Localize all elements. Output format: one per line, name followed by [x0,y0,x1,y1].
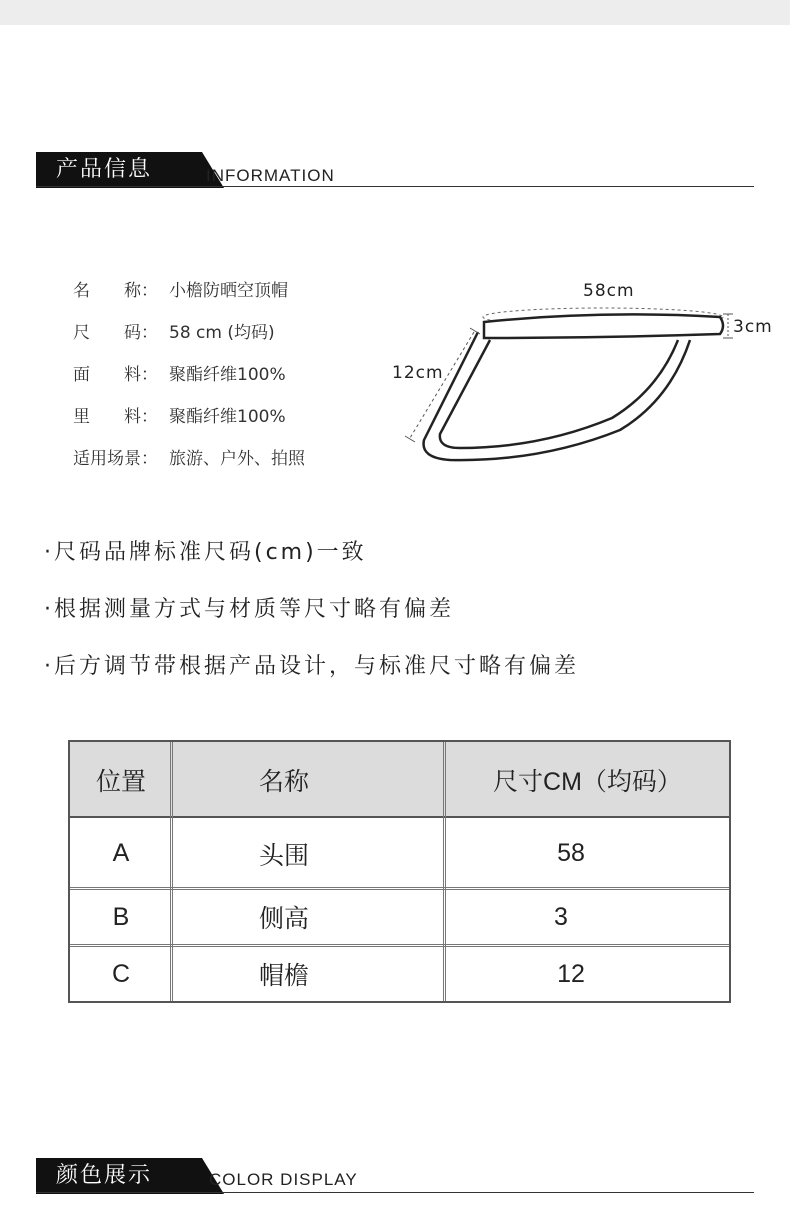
information-title-cn: 产品信息 [36,152,188,188]
table-cell-name: 头围 [258,841,309,870]
table-cell-size: 12 [557,959,585,988]
header-rule [36,186,754,187]
size-notes [44,535,744,706]
circumference-label: 58cm [583,281,635,301]
brim-label: 12cm [392,363,444,383]
table-cell-position: B [112,902,130,931]
info-value: 聚酯纤维100% [169,407,286,427]
hat-band [484,314,723,338]
table-cell-size: 58 [557,839,585,867]
header-size: 尺寸CM（均码） [493,768,682,796]
info-row-lining [73,402,393,444]
info-label: 名 称： [73,281,158,301]
table-cell-name: 帽檐 [258,962,309,990]
visor-hat-diagram [390,270,790,470]
info-row-scene [73,444,393,486]
table-cell-position: A [112,839,130,867]
note-item: ·根据测量方式与材质等尺寸略有偏差 [44,597,454,622]
note-item: ·后方调节带根据产品设计，与标准尺寸略有偏差 [44,654,579,679]
header-position: 位置 [95,768,146,796]
info-value: 聚酯纤维100% [169,365,286,385]
header-name: 名称 [258,768,309,796]
color-title-cn: 颜色展示 [36,1158,188,1194]
info-row-name [73,276,393,318]
info-row-size [73,318,393,360]
note-item: ·尺码品牌标准尺码(cm)一致 [44,540,367,565]
info-value: 旅游、户外、拍照 [169,449,305,469]
top-band [0,0,790,25]
hat-brim-outer [424,332,690,460]
information-title-en: INFORMATION [206,166,335,185]
hat-brim-inner [440,340,678,448]
color-title-en: COLOR DISPLAY [209,1170,358,1189]
header-rule [36,1192,754,1193]
height-label: 3cm [733,317,773,337]
info-value: 小檐防晒空顶帽 [169,281,288,301]
color-section-header [36,1158,754,1194]
information-section-header [36,152,754,188]
table-cell-name: 侧高 [258,905,309,933]
size-table [68,740,731,1003]
info-label: 尺 码： [73,323,158,343]
table-cell-size: 3 [554,902,568,931]
info-label: 适用场景： [73,449,158,469]
info-label: 面 料： [73,365,158,385]
table-cell-position: C [111,959,131,988]
product-info-list [73,276,393,486]
info-value: 58 cm (均码) [169,323,275,343]
info-label: 里 料： [73,407,158,427]
info-row-fabric [73,360,393,402]
brim-measure-line [410,332,474,438]
